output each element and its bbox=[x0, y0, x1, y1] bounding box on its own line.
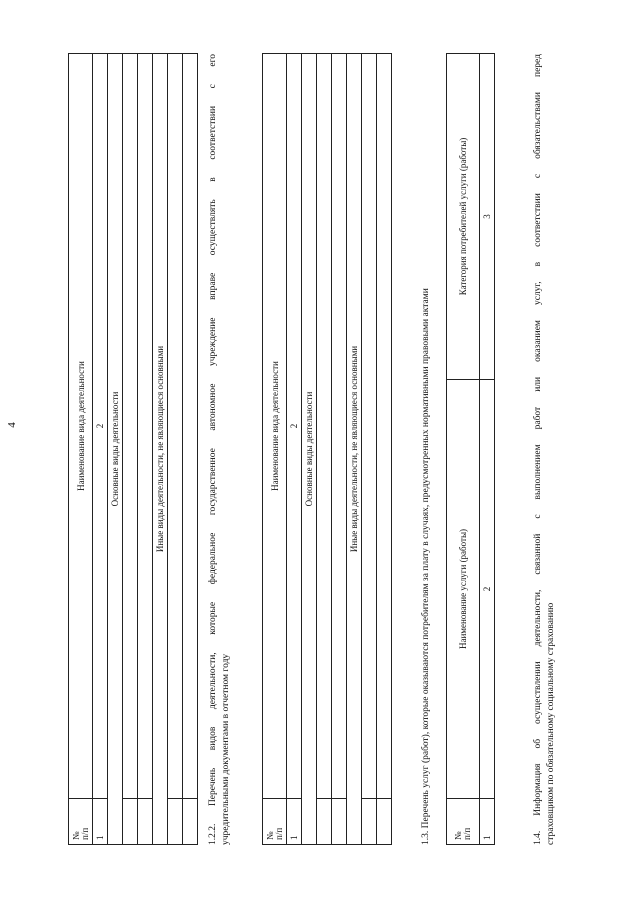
col-service-name-header: Наименование услуги (работы) bbox=[447, 380, 480, 799]
table-header-row bbox=[263, 54, 287, 845]
section-main-label: Основные виды деятельности bbox=[302, 54, 317, 845]
section-other-label: Иные виды деятельности, не являющиеся основными bbox=[153, 54, 168, 845]
col-number-header: № п/п bbox=[69, 799, 93, 845]
activities-table-1 bbox=[68, 53, 198, 845]
section-main-label: Основные виды деятельности bbox=[108, 54, 123, 845]
col-consumer-category-header: Категория потребителей услуги (работы) bbox=[447, 54, 480, 380]
table-section-row bbox=[108, 54, 123, 845]
table-section-row bbox=[347, 54, 362, 845]
col-activity-name-header: Наименование вида деятельности bbox=[69, 54, 93, 799]
col-activity-name-header: Наименование вида деятельности bbox=[263, 54, 287, 799]
activities-table-2 bbox=[262, 53, 392, 845]
table-index-row bbox=[480, 54, 495, 845]
table-header-row bbox=[447, 54, 480, 845]
table-row bbox=[183, 54, 198, 845]
table-header-row bbox=[69, 54, 93, 845]
table-row bbox=[362, 54, 377, 845]
section-1-3-line1: 1.3. Перечень услуг (работ), которые оказываются потребителям за плату в случаях, предусмотренных нормативными правовыми актами bbox=[421, 288, 431, 845]
index-cell: 1 bbox=[480, 799, 495, 845]
col-number-header: № п/п bbox=[447, 799, 480, 845]
table-row bbox=[138, 54, 153, 845]
index-cell: 1 bbox=[287, 799, 302, 845]
section-1-4-line2: страховщиком по обязательному социальному страхованию bbox=[546, 602, 556, 845]
paid-services-table bbox=[446, 53, 495, 845]
section-1-2-2-line2: учредительными документами в отчетном году bbox=[221, 653, 231, 845]
table-row bbox=[332, 54, 347, 845]
table-row bbox=[123, 54, 138, 845]
table-section-row bbox=[302, 54, 317, 845]
index-cell: 2 bbox=[480, 380, 495, 799]
table-row bbox=[168, 54, 183, 845]
table-row bbox=[317, 54, 332, 845]
index-cell: 2 bbox=[93, 54, 108, 799]
table-index-row bbox=[93, 54, 108, 845]
table-index-row bbox=[287, 54, 302, 845]
index-cell: 3 bbox=[480, 54, 495, 380]
table-row bbox=[377, 54, 392, 845]
page-number: 4 bbox=[6, 422, 18, 428]
col-number-header: № п/п bbox=[263, 799, 287, 845]
index-cell: 1 bbox=[93, 799, 108, 845]
section-1-2-2-line1: 1.2.2. Перечень видов деятельности, которые федеральное государственное автономное учреждение вправе осуществлять в соответствии с его bbox=[208, 54, 218, 845]
index-cell: 2 bbox=[287, 54, 302, 799]
section-1-4-line1: 1.4. Информация об осуществлении деятельности, связанной с выполнением работ или оказанием услуг, в соответствии с обязательствами перед bbox=[533, 54, 543, 845]
section-other-label: Иные виды деятельности, не являющиеся основными bbox=[347, 54, 362, 845]
table-section-row bbox=[153, 54, 168, 845]
